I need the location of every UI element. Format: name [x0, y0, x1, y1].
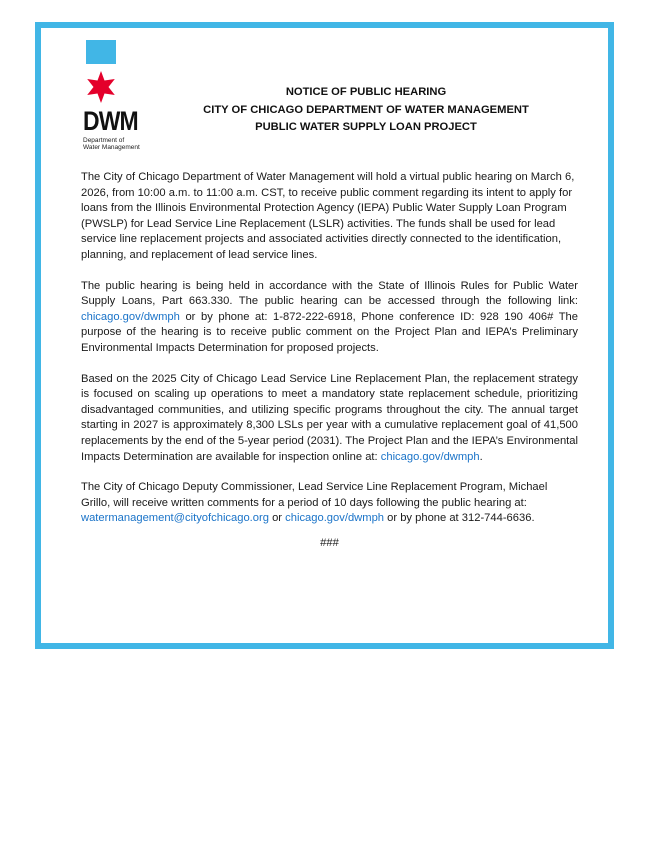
header-line-2: CITY OF CHICAGO DEPARTMENT OF WATER MANAGEMENT — [203, 103, 529, 116]
paragraph-3-text-b: . — [479, 450, 483, 463]
email-link[interactable]: watermanagement@cityofchicago.org — [81, 512, 269, 525]
paragraph-4-text-c: or by phone at 312-744-6636. — [384, 512, 535, 525]
end-mark: ### — [320, 536, 339, 549]
paragraph-4-text-a: The City of Chicago Deputy Commissioner, Lead Service Line Replacement Program, Michael Grillo, will receive written comments for a period of 10 days following the public hearing at: — [81, 481, 548, 509]
paragraph-3-text-a: Based on the 2025 City of Chicago Lead Service Line Replacement Plan, the replacement strategy is focused on scaling up operations to meet a mandatory state replacement schedule, prioritizing disadvantaged communities, and utilizing specific programs throughout the city. The annual target starting in 2027 is approximately 8,300 LSLs per year with a cumulative replacement goal of 41,500 replacements by the end of the 5-year period (2031). The Project Plan and the IEPA’s Environmental Impacts Determination are available for inspection online at: — [81, 372, 578, 463]
dwm-logo — [83, 40, 153, 151]
dwmph-link[interactable]: chicago.gov/dwmph — [81, 310, 180, 323]
logo-blue-block — [86, 40, 116, 64]
paragraph-4-text-b: or — [268, 512, 286, 525]
paragraph-2 — [81, 279, 578, 357]
dwmph-link[interactable]: chicago.gov/dwmph — [380, 450, 480, 463]
paragraph-1: The City of Chicago Department of Water Management will hold a virtual public hearing on March 6, 2026, from 10:00 a.m. to 11:00 a.m. CST, to receive public comment regarding its intent to apply for loans from the Illinois Environmental Protection Agency (IEPA) Public Water Supply Loan Program (PWSLP) for Lead Service Line Replacement (LSLR) activities. The funds shall be used for lead service line replacement projects and associated activities directly connected to the identification, planning, and replacement of lead service lines. — [81, 171, 575, 261]
logo-subtitle-line2: Water Management — [83, 144, 140, 151]
paragraph-2-text-a: The public hearing is being held in accordance with the State of Illinois Rules for Public Water Supply Loans, Part 663.330. The public hearing can be accessed through the following link: — [81, 279, 578, 308]
notice-header — [166, 84, 566, 137]
notice-body — [81, 170, 578, 551]
header-line-3: PUBLIC WATER SUPPLY LOAN PROJECT — [255, 121, 477, 133]
logo-subtitle-line1: Department of — [83, 137, 125, 144]
notice-border-frame — [35, 22, 614, 649]
logo-text: DWM — [83, 106, 138, 136]
red-star-icon — [84, 70, 118, 104]
dwmph-link[interactable]: chicago.gov/dwmph — [285, 512, 385, 525]
paragraph-2-text-b: or by phone at: 1-872-222-6918, Phone conference ID: 928 190 406# The purpose of the hearing is to receive public comment on the Project Plan and IEPA’s Preliminary Environmental Impacts Determination for proposed projects. — [81, 310, 578, 354]
header-line-1: NOTICE OF PUBLIC HEARING — [285, 86, 447, 98]
logo-subtitle — [83, 137, 153, 151]
paragraph-4 — [81, 480, 578, 527]
paragraph-3 — [81, 372, 578, 466]
